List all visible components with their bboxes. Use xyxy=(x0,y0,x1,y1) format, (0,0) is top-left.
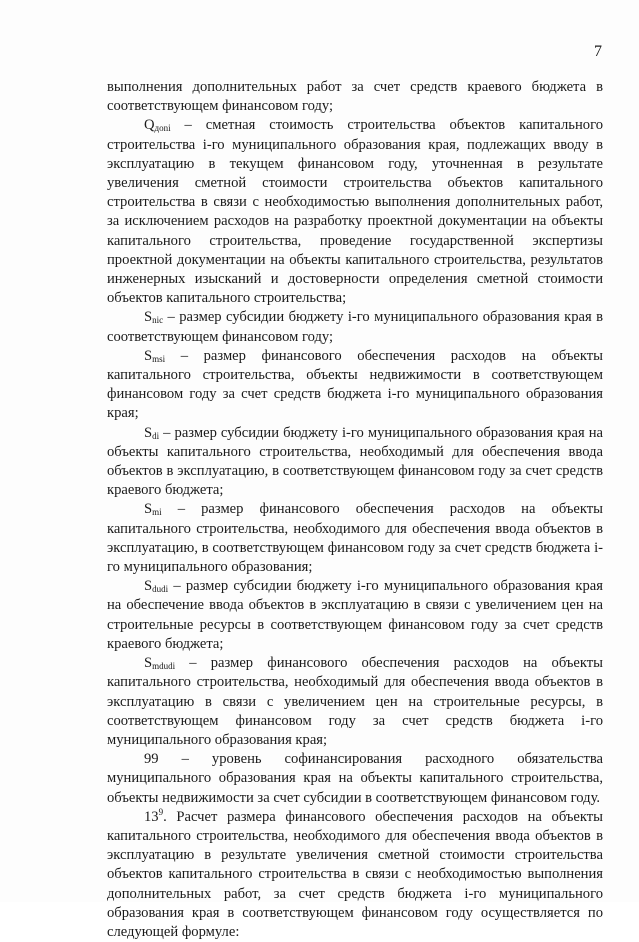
definition-text: – сметная стоимость строительства объектов капитального строительства i-го муниципального образования края, подлежащих вводу в эксплуатацию в текущем финансовом году, уточненная в результате увеличения сметной стоимости строительства объектов капитального строительства в связи с необходимостью выполнения дополнительных работ, за исключением расходов на разработку проектной документации на объекты капитального строительства, проведение государственной экспертизы проектной документации на объекты капитального строительства, результатов инженерных изысканий и достоверности определения сметной стоимости объектов капитального строительства; xyxy=(107,117,603,307)
definition-text: – размер субсидии бюджету i-го муниципального образования края в соответствующем финансовом году; xyxy=(107,309,603,345)
formula-term xyxy=(144,348,165,364)
definition-s-nic xyxy=(107,308,603,346)
formula-term xyxy=(144,117,171,133)
formula-term xyxy=(144,578,168,594)
definition-s-di xyxy=(107,424,603,501)
definition-text: – размер финансового обеспечения расходов на объекты капитального строительства, объекты недвижимости в соответствующем финансовом году за счет средств бюджета i-го муниципального образования края; xyxy=(107,347,603,422)
term-symbol: S xyxy=(144,424,153,441)
formula-term xyxy=(144,309,163,325)
term-subscript: dudi xyxy=(152,584,169,595)
definition-q-doni xyxy=(107,116,603,308)
term-symbol: S xyxy=(144,501,153,518)
term-symbol: S xyxy=(144,309,153,326)
clause-13-9 xyxy=(107,808,603,942)
definition-s-msi xyxy=(107,347,603,424)
clause-number-superscript: 9 xyxy=(158,806,164,817)
paragraph-intro xyxy=(107,78,603,116)
definition-text: – размер субсидии бюджету i-го муниципального образования края на объекты капитального строительства, необходимый для обеспечения ввода объектов в эксплуатацию, в соответствующем финансовом году за счет средств краевого бюджета; xyxy=(107,424,603,499)
definition-text: – размер финансового обеспечения расходов на объекты капитального строительства, необходимый для обеспечения ввода объектов в эксплуатацию в связи с увеличением цен на строительные ресурсы, в соответствующем финансовом году за счет средств бюджета i-го муниципального образования края; xyxy=(107,655,603,748)
term-symbol: Q xyxy=(144,117,155,134)
term-subscript: nic xyxy=(152,315,164,326)
definition-level-99 xyxy=(107,750,603,808)
paragraph-text: выполнения дополнительных работ за счет средств краевого бюджета в соответствующем финансовом году; xyxy=(107,79,603,115)
term-subscript: mi xyxy=(152,507,162,518)
document-body xyxy=(107,78,603,942)
term-subscript: di xyxy=(152,430,160,441)
clause-number: 13 xyxy=(144,808,159,825)
definition-s-mdudi xyxy=(107,654,603,750)
term-subscript: msi xyxy=(152,353,166,364)
term-symbol: S xyxy=(144,578,153,595)
term-subscript: доni xyxy=(154,123,171,134)
definition-text: 99 – уровень софинансирования расходного обязательства муниципального образования края на объекты капитального строительства, объекты недвижимости за счет субсидии в соответствующем финансовом году. xyxy=(107,751,603,806)
definition-text: – размер субсидии бюджету i-го муниципального образования края на обеспечение ввода объектов в эксплуатацию в связи с увеличением цен на строительные ресурсы в соответствующем финансовом году за счет средств краевого бюджета; xyxy=(107,578,603,652)
term-symbol: S xyxy=(144,655,153,672)
definition-text: – размер финансового обеспечения расходов на объекты капитального строительства, необходимого для обеспечения ввода объектов в эксплуатацию, в соответствующем финансовом году за счет средств бюджета i-го муниципального образования; xyxy=(107,501,603,576)
formula-term xyxy=(144,425,159,441)
definition-s-mi xyxy=(107,500,603,577)
term-symbol: S xyxy=(144,347,153,364)
clause-text: . Расчет размера финансового обеспечения расходов на объекты капитального строительства, необходимого для обеспечения ввода объектов в эксплуатацию в результате увеличения сметной стоимости строительства объектов капитального строительства в связи с необходимостью выполнения дополнительных работ, за счет средств бюджета i-го муниципального образования края в соответствующем финансовом году осуществляется по следующей формуле: xyxy=(107,808,603,940)
term-subscript: mdudi xyxy=(152,661,176,672)
formula-term xyxy=(144,501,162,517)
formula-term xyxy=(144,655,175,671)
definition-s-dudi xyxy=(107,577,603,654)
page-number: 7 xyxy=(594,43,602,60)
